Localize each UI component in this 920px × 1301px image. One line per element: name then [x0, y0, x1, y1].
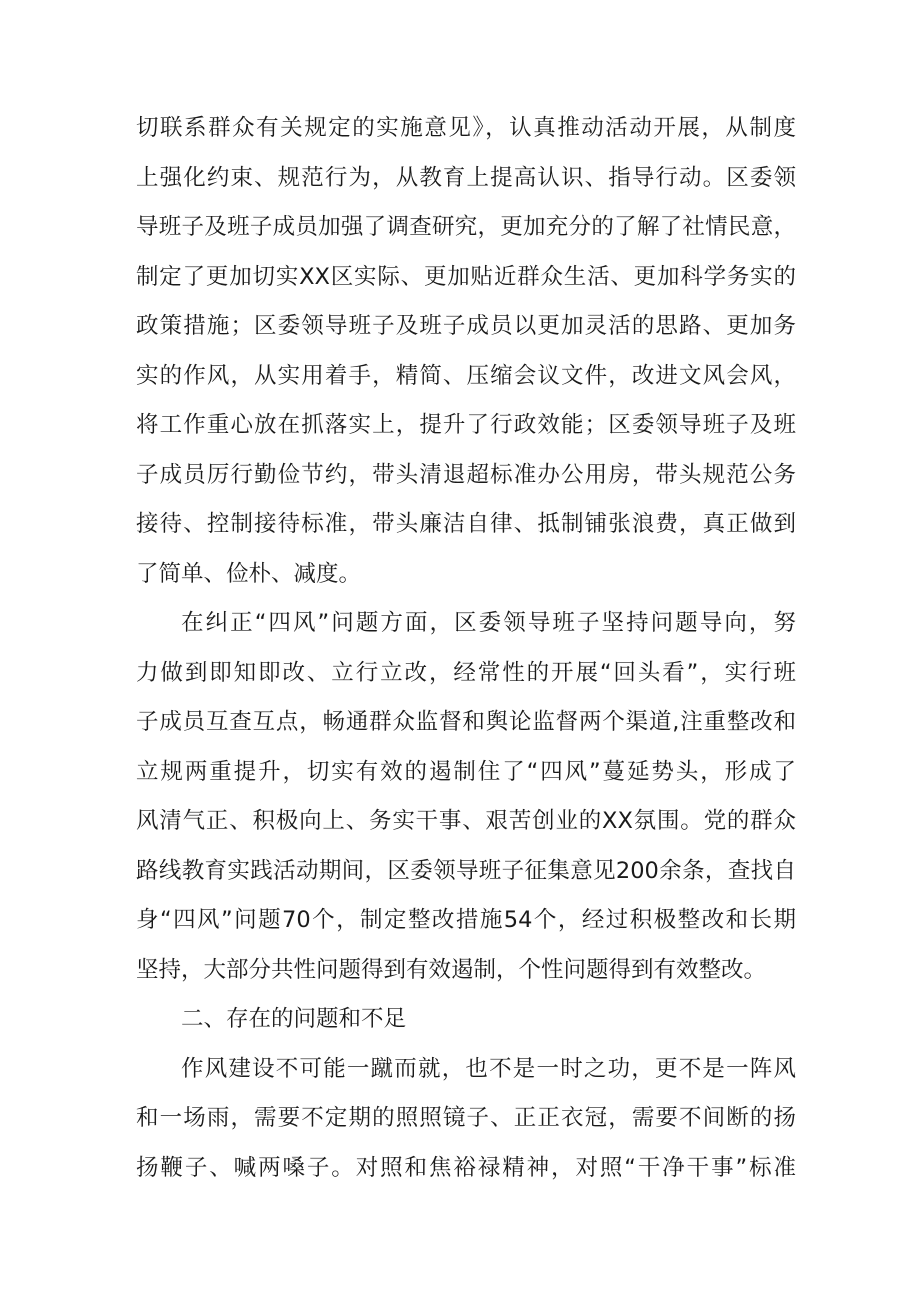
text-line: 身“四风”问题70个，制定整改措施54个，经过积极整改和长期 [136, 907, 796, 933]
paragraph-four-winds [136, 599, 796, 995]
text-line: 制定了更加切实XX区实际、更加贴近群众生活、更加科学务实的 [136, 263, 796, 290]
text-line: 力做到即知即改、立行立改，经常性的开展“回头看”，实行班 [136, 659, 796, 686]
document-body [136, 104, 796, 1193]
text-line: 作风建设不可能一蹴而就，也不是一时之功，更不是一阵风 [181, 1055, 796, 1082]
paragraph-implementation-continued [136, 104, 796, 599]
text-line: 政策措施；区委领导班子及班子成员以更加灵活的思路、更加务 [136, 313, 796, 339]
text-line: 导班子及班子成员加强了调查研究，更加充分的了解了社情民意， [136, 214, 796, 240]
text-line: 接待、控制接待标准，带头廉洁自律、抵制铺张浪费，真正做到 [136, 511, 796, 537]
text-line: 风清气正、积极向上、务实干事、艰苦创业的XX氛围。党的群众 [136, 808, 796, 834]
text-line: 和一场雨，需要不定期的照照镜子、正正衣冠，需要不间断的扬 [136, 1105, 796, 1131]
section-heading [136, 995, 796, 1045]
text-line: 了简单、俭朴、减度。 [136, 560, 362, 587]
text-line: 路线教育实践活动期间，区委领导班子征集意见200余条，查找自 [136, 857, 796, 884]
text-line: 将工作重心放在抓落实上，提升了行政效能；区委领导班子及班 [136, 412, 796, 438]
text-line: 切联系群众有关规定的实施意见》，认真推动活动开展，从制度 [136, 115, 796, 141]
text-line: 扬鞭子、喊两嗓子。对照和焦裕禄精神，对照“干净干事”标准 [136, 1154, 796, 1181]
paragraph-style-building [136, 1045, 796, 1194]
section-heading-text: 二、存在的问题和不足 [181, 1006, 407, 1032]
text-line: 上强化约束、规范行为，从教育上提高认识、指导行动。区委领 [136, 164, 796, 191]
text-line: 立规两重提升，切实有效的遏制住了“四风”蔓延势头，形成了 [136, 758, 796, 785]
text-line: 实的作风，从实用着手，精简、压缩会议文件，改进文风会风， [136, 362, 796, 389]
text-line: 子成员互查互点，畅通群众监督和舆论监督两个渠道,注重整改和 [136, 709, 796, 735]
text-line: 子成员厉行勤俭节约，带头清退超标准办公用房，带头规范公务 [136, 461, 796, 488]
text-line: 坚持，大部分共性问题得到有效遏制，个性问题得到有效整改。 [136, 956, 767, 983]
text-line: 在纠正“四风”问题方面，区委领导班子坚持问题导向，努 [181, 610, 796, 636]
